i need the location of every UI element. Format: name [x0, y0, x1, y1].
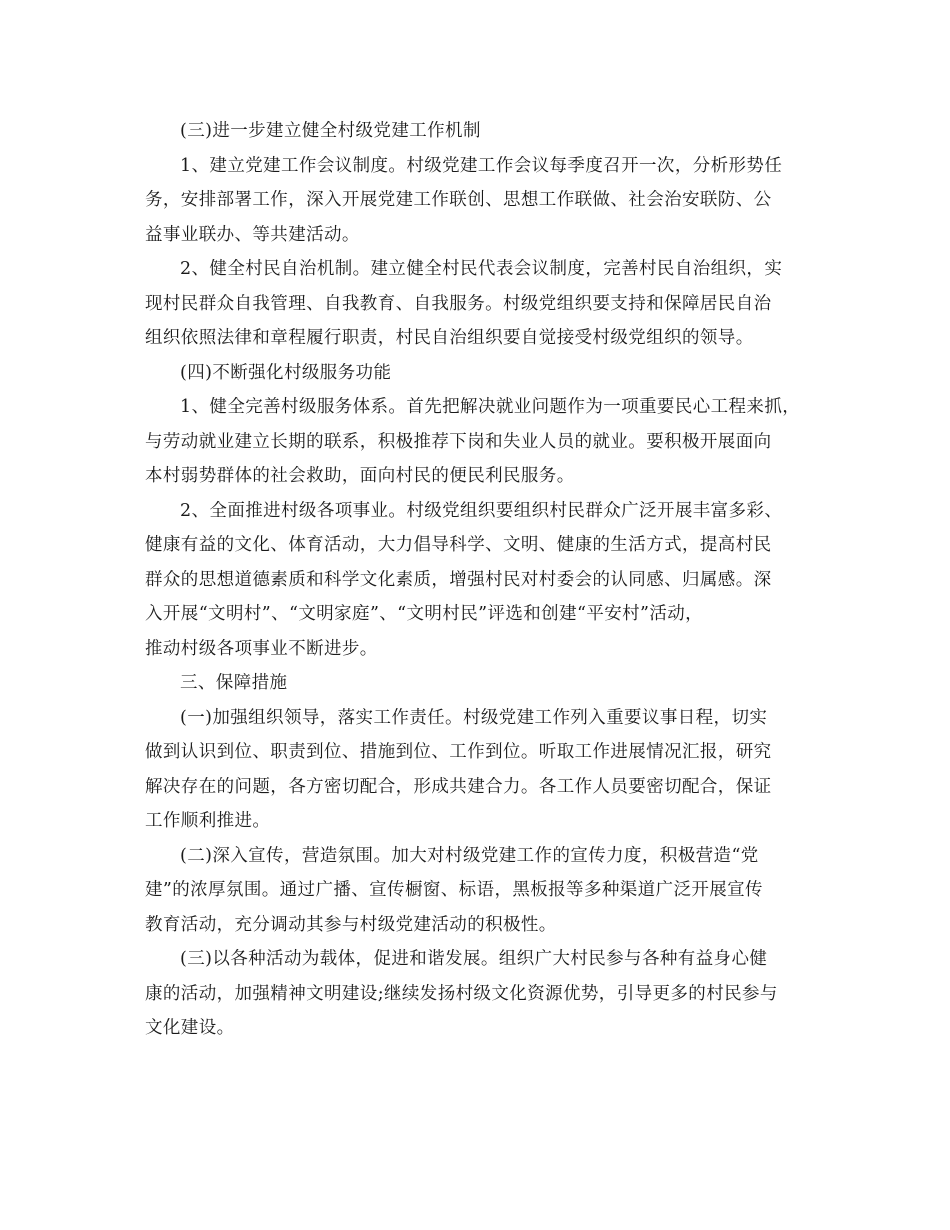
heading-line: 三、保障措施: [180, 673, 288, 693]
body-paragraph: [145, 390, 825, 494]
paragraph-line: 现村民群众自我管理、自我教育、自我服务。村级党组织要支持和保障居民自治: [145, 293, 772, 314]
paragraph-line: 益事业联办、等共建活动。: [145, 224, 360, 245]
paragraph-line: 工作顺利推进。: [145, 811, 271, 831]
paragraph-line: 文化建设。: [145, 1018, 235, 1038]
section-heading: [145, 114, 825, 149]
paragraph-line: 解决存在的问题，各方密切配合，形成共建合力。各工作人员要密切配合，保证: [145, 776, 772, 797]
body-paragraph: [145, 149, 825, 253]
paragraph-line: 1、健全完善村级服务体系。首先把解决就业问题作为一项重要民心工程来抓，: [180, 397, 801, 417]
section-heading: [145, 356, 825, 391]
heading-line: (四)不断强化村级服务功能: [180, 362, 392, 383]
paragraph-line: 本村弱势群体的社会救助，面向村民的便民利民服务。: [145, 466, 575, 486]
paragraph-line: 2、健全村民自治机制。建立健全村民代表会议制度，完善村民自治组织，实: [180, 259, 783, 279]
body-paragraph: [145, 942, 825, 1046]
paragraph-line: 建”的浓厚氛围。通过广播、宣传橱窗、标语，黑板报等多种渠道广泛开展宣传: [145, 880, 763, 900]
paragraph-line: 康的活动，加强精神文明建设;继续发扬村级文化资源优势，引导更多的村民参与: [145, 983, 778, 1004]
paragraph-line: 入开展“文明村”、“文明家庭”、“文明村民”评选和创建“平安村”活动，: [145, 604, 704, 624]
paragraph-line: 组织依照法律和章程履行职责，村民自治组织要自觉接受村级党组织的领导。: [145, 328, 754, 348]
paragraph-line: 群众的思想道德素质和科学文化素质，增强村民对村委会的认同感、归属感。深: [145, 569, 772, 590]
paragraph-line: 务，安排部署工作，深入开展党建工作联创、思想工作联做、社会治安联防、公: [145, 190, 772, 210]
paragraph-line: 1、建立党建工作会议制度。村级党建工作会议每季度召开一次，分析形势任: [180, 155, 783, 176]
paragraph-line: 推动村级各项事业不断进步。: [145, 638, 378, 659]
body-paragraph: [145, 701, 825, 839]
body-paragraph: [145, 494, 825, 667]
document-page: [145, 114, 825, 1046]
heading-line: (三)进一步建立健全村级党建工作机制: [180, 121, 481, 141]
paragraph-line: (二)深入宣传，营造氛围。加大对村级党建工作的宣传力度，积极营造“党: [180, 845, 759, 866]
paragraph-line: 与劳动就业建立长期的联系，积极推荐下岗和失业人员的就业。要积极开展面向: [145, 431, 772, 452]
body-paragraph: [145, 839, 825, 943]
paragraph-line: 做到认识到位、职责到位、措施到位、工作到位。听取工作进展情况汇报，研究: [145, 742, 772, 762]
body-paragraph: [145, 252, 825, 356]
paragraph-line: (三)以各种活动为载体，促进和谐发展。组织广大村民参与各种有益身心健: [180, 949, 768, 969]
paragraph-line: 教育活动，充分调动其参与村级党建活动的积极性。: [145, 914, 557, 935]
paragraph-line: 健康有益的文化、体育活动，大力倡导科学、文明、健康的生活方式，提高村民: [145, 535, 772, 555]
paragraph-line: (一)加强组织领导，落实工作责任。村级党建工作列入重要议事日程，切实: [180, 707, 768, 728]
section-heading: [145, 666, 825, 701]
paragraph-line: 2、全面推进村级各项事业。村级党组织要组织村民群众广泛开展丰富多彩、: [180, 500, 783, 521]
